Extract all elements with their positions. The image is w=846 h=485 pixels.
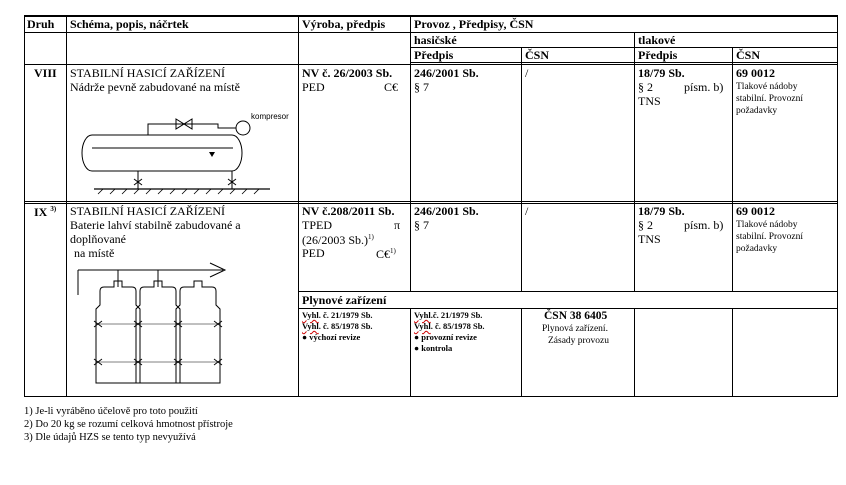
row-ix-title: STABILNÍ HASICÍ ZAŘÍZENÍ	[70, 204, 226, 218]
header-hasicske: hasičské	[414, 33, 457, 47]
gas-c1-line-3: ● výchozí revize	[302, 332, 361, 342]
footnotes	[24, 405, 233, 444]
row-viii-tlak-tns: TNS	[638, 94, 661, 108]
row-ix-tlak-csn-desc-1: Tlakové nádoby	[736, 220, 798, 230]
row-ix-has-predpis: 246/2001 Sb.	[414, 204, 479, 218]
header-druh: Druh	[27, 17, 55, 31]
header-tlak-csn: ČSN	[736, 48, 761, 62]
row-ix-tlak-tns: TNS	[638, 232, 661, 246]
footnote-1: 1) Je-li vyráběno účelově pro toto použití	[24, 406, 198, 417]
row-ix-vyroba-tped: TPED	[302, 218, 332, 232]
gas-c2-line-3: ● provozní revize	[414, 332, 477, 342]
row-ix-vyroba-reg: NV č.208/2011 Sb.	[302, 204, 395, 218]
row-ix-tlak-paragraph: § 2	[638, 218, 653, 232]
cylinder-battery-diagram	[68, 255, 268, 395]
footnote-2: 2) Do 20 kg se rozumí celková hmotnost přístroje	[24, 419, 233, 430]
gas-heading: Plynové zařízení	[302, 293, 387, 307]
footnote-3: 3) Dle údajů HZS se tento typ nevyužívá	[24, 432, 196, 443]
ce-mark: C€	[384, 80, 399, 94]
gas-c1-line-2: Vyhl. č. 85/1978 Sb.	[302, 321, 373, 331]
row-ix-vyroba-ped: PED	[302, 246, 325, 260]
gas-c1-line-1: Vyhl. č. 21/1979 Sb.	[302, 310, 373, 320]
gas-c2-line-1: Vyhl.č. 21/1979 Sb.	[414, 310, 483, 320]
cylinder-3	[176, 281, 220, 383]
gas-c2-line-4: ● kontrola	[414, 343, 453, 353]
header-has-csn: ČSN	[525, 48, 550, 62]
header-tlakove: tlakové	[638, 33, 676, 47]
cylinder-clamps	[94, 321, 222, 365]
row-ix-tlak-csn-desc-3: požadavky	[736, 244, 778, 254]
gas-c3-line-3: Zásady provozu	[548, 336, 609, 346]
row-viii-druh: VIII	[34, 66, 57, 80]
row-viii-tlak-csn-desc-1: Tlakové nádoby	[736, 82, 798, 92]
ce-mark-footnoted: C€$^{1)}$	[376, 247, 396, 261]
row-viii-tlak-predpis: 18/79 Sb.	[638, 66, 685, 80]
row-viii-tlak-paragraph: § 2	[638, 80, 653, 94]
row-viii-vyroba-reg: NV č. 26/2003 Sb.	[302, 66, 393, 80]
row-viii-has-csn: /	[525, 66, 529, 80]
row-ix-tlak-csn: 69 0012	[736, 204, 775, 218]
row-ix-druh: IX $^{3)}$	[34, 205, 57, 219]
header-provoz: Provoz , Předpisy, ČSN	[414, 17, 534, 31]
row-viii-has-predpis: 246/2001 Sb.	[414, 66, 479, 80]
row-ix-has-paragraph: § 7	[414, 218, 429, 232]
header-schema: Schéma, popis, náčrtek	[70, 17, 189, 31]
pi-mark: π	[394, 218, 401, 232]
tank-diagram	[68, 95, 298, 195]
row-ix-tlak-letter: písm. b)	[684, 218, 724, 232]
compressor-label: kompresor	[251, 112, 289, 121]
compressor-icon	[236, 121, 250, 135]
regulations-table	[24, 15, 838, 397]
tank-body	[82, 135, 242, 171]
header-has-predpis: Předpis	[414, 48, 454, 62]
row-viii-tlak-csn: 69 0012	[736, 66, 775, 80]
row-ix-desc-1: Baterie lahví stabilně zabudované a	[70, 218, 241, 232]
header-tlak-predpis: Předpis	[638, 48, 678, 62]
row-ix-desc-2: doplňované	[70, 232, 126, 246]
row-viii-title: STABILNÍ HASICÍ ZAŘÍZENÍ	[70, 66, 226, 80]
row-ix-tlak-predpis: 18/79 Sb.	[638, 204, 685, 218]
row-viii-has-paragraph: § 7	[414, 80, 429, 94]
row-viii-desc: Nádrže pevně zabudované na místě	[70, 80, 240, 94]
cylinder-1	[96, 281, 140, 383]
gas-c3-line-1: ČSN 38 6405	[544, 310, 608, 322]
row-viii-tlak-csn-desc-3: požadavky	[736, 106, 778, 116]
row-ix-vyroba-ref: (26/2003 Sb.)$^{1)}$	[302, 233, 374, 247]
row-viii-tlak-csn-desc-2: stabilní. Provozní	[736, 94, 804, 104]
row-viii-vyroba-ped: PED	[302, 80, 325, 94]
cylinder-2	[136, 281, 180, 383]
gas-c2-line-2: Vyhl. č. 85/1978 Sb.	[414, 321, 485, 331]
header-vyroba: Výroba, předpis	[302, 17, 386, 31]
row-ix-has-csn: /	[525, 204, 529, 218]
gas-c3-line-2: Plynová zařízení.	[542, 324, 608, 334]
row-ix-desc-3: na místě	[74, 246, 115, 260]
row-ix-tlak-csn-desc-2: stabilní. Provozní	[736, 232, 804, 242]
row-viii-tlak-letter: písm. b)	[684, 80, 724, 94]
